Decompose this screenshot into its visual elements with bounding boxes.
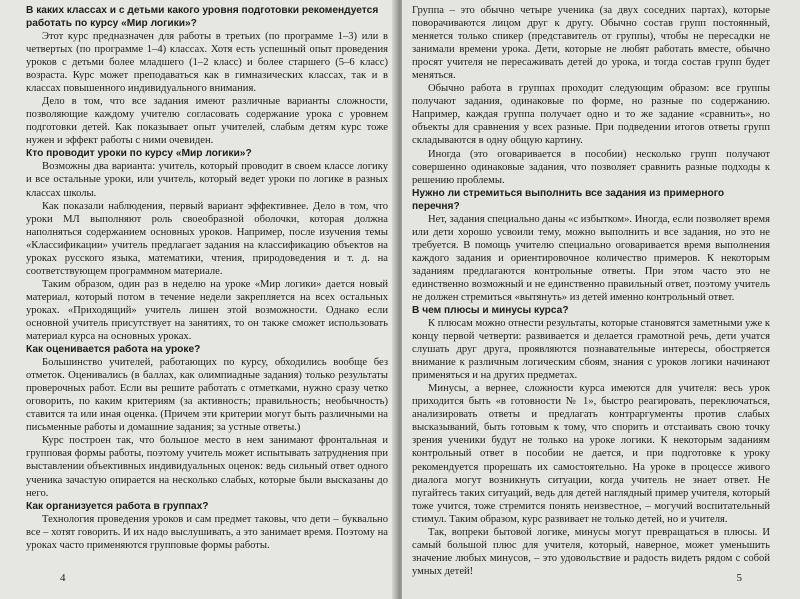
paragraph: Минусы, а вернее, сложности курса имеются для учителя: весь урок приходится быть «в готовности № 1», быстро реагировать, переключаться, анализировать ответы и предлагать контраргументы против слабых высказываний, быть готовым к тому, что спорить и отстаивать свою точку зрения ученики будут не только на уроке логики. К некоторым заданиям контрольный ответ в пособии не дается, и при подготовке к уроку рекомендуется прорешать их самостоятельно. На уроке в процессе живого диалога могут возникнуть ситуации, когда учитель не знает ответ. Не пугайтесь таких ситуаций, ведь для детей наглядный пример учителя, который тоже учится, тоже стремится понять неизвестное, – могучий воспитательный стимул. Таким образом, курс развивает не только детей, но и учителя. <box>412 383 770 525</box>
section-heading: В чем плюсы и минусы курса? <box>412 304 569 316</box>
page-number: 4 <box>60 571 66 584</box>
section-heading: Нужно ли стремиться выполнить все задания из примерного перечня? <box>412 187 725 212</box>
paragraph: Обычно работа в группах проходит следующим образом: все группы получают задания, одинаковые по форме, но разные по содержанию. Например, каждая группа получает одно и то же задание «сравнить», но объекты для сравнения у всех разные. При подведении итогов ответы групп складываются в одну общую картину. <box>412 83 770 147</box>
paragraph: Иногда (это оговаривается в пособии) несколько групп получают совершенно одинаковые задания, что позволяет сравнить разные подходы к решению проблемы. <box>412 148 770 186</box>
left-page <box>0 0 396 599</box>
paragraph: Группа – это обычно четыре ученика (за двух соседних партах), которые поворачиваются лицом друг к другу. Обычно состав групп постоянный, меняется только спикер (представитель от группы), чтобы не пересадки не занимали времени урока. Дети, которые не любят работать вместе, обычно просят учителя не пересаживать детей до урока, и тогда состав групп будет меняться. <box>412 5 770 82</box>
paragraph: Дело в том, что все задания имеют различные варианты сложности, позволяющие каждому учителю согласовать содержание урока с уровнем подготовки детей. Как показывает опыт учителей, слабым детям курс тоже нужен и эффект работы с ними очевиден. <box>26 96 388 147</box>
paragraph: К плюсам можно отнести результаты, которые становятся заметными уже к концу первой четверти: развивается и делается грамотной речь, дети учатся слушать друг друга, проявляются познавательные интересы, обостряется внимание к различным логическим сбоям, знания с уроков логики начинают применяться и на других предметах. <box>412 317 770 382</box>
right-page-text <box>412 4 770 578</box>
right-page <box>402 0 800 599</box>
section-heading: Как оценивается работа на уроке? <box>26 344 201 356</box>
paragraph: Как показали наблюдения, первый вариант эффективнее. Дело в том, что уроки МЛ выполняют роль своеобразной оболочки, которая должна наполняться содержанием основных уроков. Например, после изучения темы «Классификации» учитель предлагает задания на классификацию объектов на уроках русского языка, математики, чтения, природоведения и т. д. на соответствующем программном материале. <box>26 200 388 277</box>
section-heading: Как организуется работа в группах? <box>26 500 209 512</box>
section-heading: Кто проводит уроки по курсу «Мир логики»? <box>26 148 252 160</box>
paragraph: Большинство учителей, работающих по курсу, обходились вообще без отметок. Оценивались (в баллах, как олимпиадные задания) только результаты проверочных работ. Если вы решите работать с отметками, нужно сразу четко оговорить, по каким критериям (за активность; правильность; необычность) ставится та или иная оценка. (Причем эти критерии могут быть различными на письменные работы и домашние задания; за устные ответы.) <box>26 357 388 434</box>
paragraph: Нет, задания специально даны «с избытком». Иногда, если позволяет время или дети хорошо усвоили тему, можно выполнить и все задания, но это не требуется. В помощь учителю специально оговаривается время выполнения каждого задания и ориентировочное количество примеров. К некоторым заданиям предлагаются контрольные ответы. При этом часто это не единственно возможный и не единственно правильный ответ, поэтому учитель не должен стремиться «вытянуть» из детей именно контрольный ответ. <box>412 213 770 303</box>
section-heading: В каких классах и с детьми какого уровня подготовки рекомендуется работать по курсу «Мир логики»? <box>26 5 379 29</box>
paragraph: Таким образом, один раз в неделю на уроке «Мир логики» дается новый материал, который потом в течение недели закрепляется на всех остальных уроках. «Приходящий» учитель лишен этой возможности. Однако если основной учитель присутствует на занятиях, то он также сможет использовать материал курса на основных уроках. <box>26 278 388 343</box>
paragraph: Этот курс предназначен для работы в третьих (по программе 1–3) или в четвертых (по программе 1–4) классах. Хотя есть успешный опыт проведения уроков с детьми более младшего (1–2 класс) и более старшего (5–6 класс) возраста. Курс может преподаваться как в гимназических классах, так и в классах повышенного индивидуального внимания. <box>26 31 388 95</box>
paragraph: Возможны два варианта: учитель, который проводит в своем классе логику и все остальные уроки, или учитель, который ведет уроки по логике в разных классах школы. <box>26 161 388 199</box>
paragraph: Технология проведения уроков и сам предмет таковы, что дети – буквально все – хотят говорить. И их надо выслушивать, а это занимает время. Поэтому на уроках часто применяются групповые формы работы. <box>26 513 388 551</box>
paragraph: Так, вопреки бытовой логике, минусы могут превращаться в плюсы. И самый большой плюс для учителя, который, наверное, может уменьшить значение любых минусов, – это удовольствие и радость видеть рядом с собой умных детей! <box>412 526 770 577</box>
left-page-text <box>26 4 388 552</box>
paragraph: Курс построен так, что большое место в нем занимают фронтальная и групповая формы работы, поэтому учитель может испытывать затруднения при выставлении объективных индивидуальных оценок: ведь сильный ответ одного ученика зачастую опирается на несколько слабых, которые были высказаны до него. <box>26 435 388 499</box>
page-number: 5 <box>736 571 742 584</box>
